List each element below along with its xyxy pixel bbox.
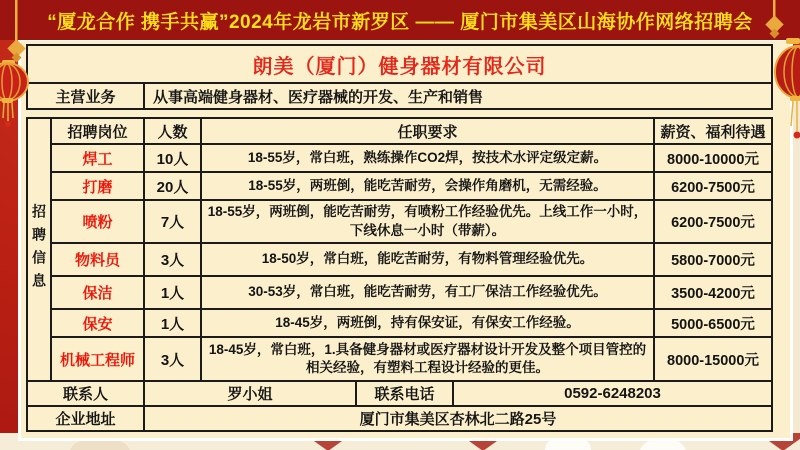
col-header-count: 人数 <box>144 118 201 144</box>
contact-phone-label: 联系电话 <box>356 381 453 406</box>
job-salary: 5000-6500元 <box>654 309 772 337</box>
contact-row <box>27 381 772 406</box>
job-salary: 6200-7500元 <box>654 200 772 243</box>
col-header-salary: 薪资、福利待遇 <box>654 118 772 144</box>
section-label-vertical: 招聘信息 <box>27 118 51 381</box>
jobs-header-row <box>27 118 772 144</box>
job-requirement: 18-45岁，两班倒，持有保安证，有保安工作经验。 <box>201 309 654 337</box>
col-header-requirement: 任职要求 <box>201 118 654 144</box>
contact-person-label: 联系人 <box>27 381 144 406</box>
job-row <box>27 276 772 309</box>
job-count: 3人 <box>144 243 201 276</box>
address-row <box>27 406 772 431</box>
contact-table <box>26 380 773 432</box>
job-row <box>27 243 772 276</box>
job-position: 喷粉 <box>51 200 144 243</box>
business-label: 主营业务 <box>27 83 144 109</box>
job-requirement: 18-45岁，常白班，1.具备健身器材或医疗器材设计开发及整个项目管控的相关经验，有塑料工程设计经验的更佳。 <box>201 337 654 381</box>
company-table <box>26 44 773 110</box>
job-count: 7人 <box>144 200 201 243</box>
lantern-icon <box>760 0 800 145</box>
job-row <box>27 200 772 243</box>
col-header-position: 招聘岗位 <box>51 118 144 144</box>
jobs-table <box>26 117 773 382</box>
page-edge-right <box>792 96 800 450</box>
job-row <box>27 309 772 337</box>
job-count: 10人 <box>144 144 201 172</box>
job-position: 打磨 <box>51 172 144 200</box>
info-panel <box>18 38 793 441</box>
job-position: 保洁 <box>51 276 144 309</box>
job-salary: 3500-4200元 <box>654 276 772 309</box>
job-count: 1人 <box>144 309 201 337</box>
job-row <box>27 144 772 172</box>
job-position: 保安 <box>51 309 144 337</box>
job-count: 3人 <box>144 337 201 381</box>
job-position: 机械工程师 <box>51 337 144 381</box>
contact-person: 罗小姐 <box>144 381 356 406</box>
business-value: 从事高端健身器材、医疗器械的开发、生产和销售 <box>144 83 772 109</box>
job-requirement: 18-55岁，两班倒，能吃苦耐劳，有喷粉工作经验优先。上线工作一小时，下线休息一小时（带薪）。 <box>201 200 654 243</box>
table-gap <box>26 110 785 117</box>
address-value: 厦门市集美区杏林北二路25号 <box>144 406 772 431</box>
job-requirement: 18-55岁，两班倒，能吃苦耐劳，会操作角磨机，无需经验。 <box>201 172 654 200</box>
contact-phone: 0592-6248203 <box>453 381 772 406</box>
title-band <box>0 0 800 40</box>
job-row <box>27 172 772 200</box>
job-requirement: 18-55岁，常白班，熟练操作CO2焊，按技术水评定级定薪。 <box>201 144 654 172</box>
job-count: 20人 <box>144 172 201 200</box>
poster-title: “厦龙合作 携手共赢”2024年龙岩市新罗区 —— 厦门市集美区山海协作网络招聘会 <box>47 11 753 33</box>
job-requirement: 18-50岁，常白班，能吃苦耐劳，有物料管理经验优先。 <box>201 243 654 276</box>
job-salary: 8000-10000元 <box>654 144 772 172</box>
job-requirement: 30-53岁，常白班，能吃苦耐劳，有工厂保洁工作经验优先。 <box>201 276 654 309</box>
company-name: 朗美（厦门）健身器材有限公司 <box>27 45 772 83</box>
job-salary: 5800-7000元 <box>654 243 772 276</box>
job-position: 物料员 <box>51 243 144 276</box>
job-salary: 6200-7500元 <box>654 172 772 200</box>
address-label: 企业地址 <box>27 406 144 431</box>
job-count: 1人 <box>144 276 201 309</box>
lantern-icon <box>0 0 42 130</box>
job-row <box>27 337 772 381</box>
job-salary: 8000-15000元 <box>654 337 772 381</box>
job-position: 焊工 <box>51 144 144 172</box>
